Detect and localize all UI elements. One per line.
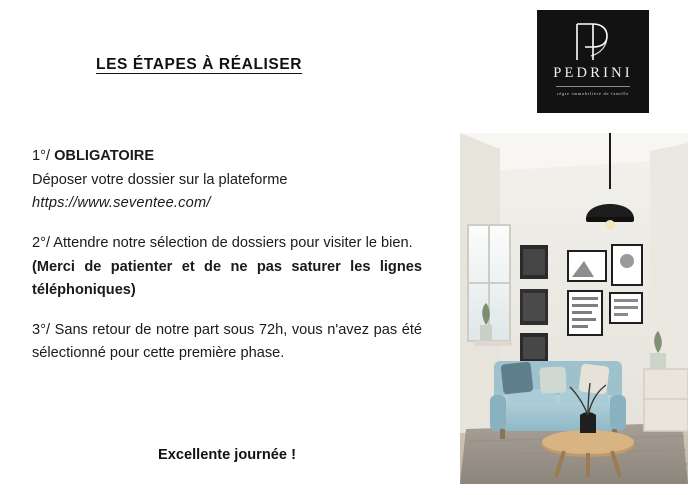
- step-1-heading: OBLIGATOIRE: [54, 148, 155, 164]
- step-3: [32, 319, 422, 366]
- step-2-note: (Merci de patienter et de ne pas saturer les lignes téléphoniques): [32, 258, 422, 299]
- steps-list: [32, 145, 422, 366]
- step-3-number: 3°/: [32, 321, 51, 338]
- company-logo: [537, 10, 649, 113]
- living-room-illustration: [460, 133, 688, 484]
- living-room-photo: [460, 133, 688, 484]
- logo-wordmark: PEDRINI: [553, 65, 633, 81]
- step-1: [32, 145, 422, 216]
- closing-line: Excellente journée !: [158, 447, 296, 463]
- step-2-number: 2°/: [32, 234, 51, 251]
- step-1-url: https://www.seventee.com/: [32, 195, 211, 212]
- step-1-number: 1°/: [32, 148, 51, 164]
- pedrini-monogram-icon: [567, 20, 619, 62]
- step-2-text: Attendre notre sélection de dossiers pour visiter le bien.: [53, 234, 413, 251]
- step-3-text: Sans retour de notre part sous 72h, vous n'avez pas été sélectionné pour cette première phase.: [32, 321, 422, 362]
- step-2: [32, 232, 422, 303]
- step-1-text: Déposer votre dossier sur la plateforme: [32, 171, 288, 188]
- logo-divider: [556, 86, 630, 87]
- logo-tagline: régie immobilière de famille: [556, 90, 630, 96]
- page-title: LES ÉTAPES À RÉALISER: [96, 56, 303, 73]
